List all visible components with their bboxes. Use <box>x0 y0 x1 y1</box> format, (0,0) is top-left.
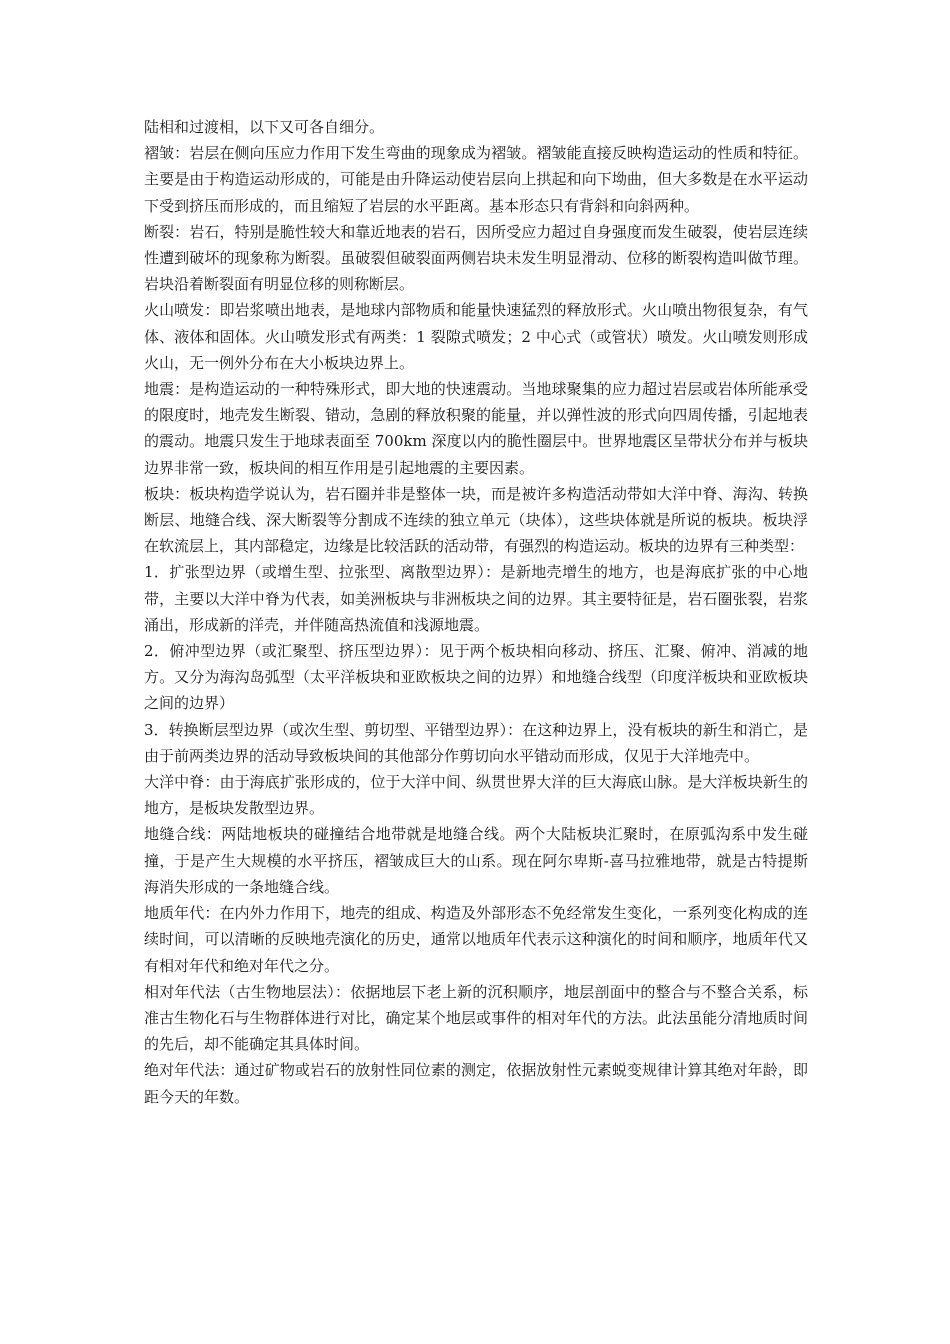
paragraph-volcanic-eruption: 火山喷发：即岩浆喷出地表，是地球内部物质和能量快速猛烈的释放形式。火山喷出物很复杂，有气体、液体和固体。火山喷发形式有两类：1 裂隙式喷发；2 中心式（或管状）喷发。火山喷发则形成火山，无一例外分布在大小板块边界上。 <box>144 301 808 372</box>
paragraph-mid-ocean-ridge: 大洋中脊：由于海底扩张形成的，位于大洋中间、纵贯世界大洋的巨大海底山脉。是大洋板块新生的地方，是板块发散型边界。 <box>144 773 808 818</box>
paragraph-relative-dating: 相对年代法（古生物地层法）：依据地层下老上新的沉积顺序，地层剖面中的整合与不整合关系，标准古生物化石与生物群体进行对比，确定某个地层或事件的相对年代的方法。此法虽能分清地质时间的先后，却不能确定其具体时间。 <box>144 982 808 1054</box>
paragraph-suture-zone: 地缝合线：两陆地板块的碰撞结合地带就是地缝合线。两个大陆板块汇聚时，在原弧沟系中发生碰撞，于是产生大规模的水平挤压，褶皱成巨大的山系。现在阿尔卑斯-喜马拉雅地带，就是古特提斯海消失形成的一条地缝合线。 <box>144 825 808 896</box>
paragraph-convergent-boundary: 2．俯冲型边界（或汇聚型、挤压型边界）：见于两个板块相向移动、挤压、汇聚、俯冲、消减的地方。又分为海沟岛弧型（太平洋板块和亚欧板块之间的边界）和地缝合线型（印度洋板块和亚欧板块之间的边界） <box>144 642 808 713</box>
paragraph-transform-boundary: 3．转换断层型边界（或次生型、剪切型、平错型边界）：在这种边界上，没有板块的新生和消亡，是由于前两类边界的活动导致板块间的其他部分作剪切向水平错动而形成，仅见于大洋地壳中。 <box>144 720 808 765</box>
paragraph-geologic-time: 地质年代：在内外力作用下，地壳的组成、构造及外部形态不免经常发生变化，一系列变化构成的连续时间，可以清晰的反映地壳演化的历史，通常以地质年代表示这种演化的时间和顺序，地质年代又有相对年代和绝对年代之分。 <box>144 904 808 975</box>
document-page <box>144 114 808 1110</box>
paragraph-lithofacies-continuation: 陆相和过渡相，以下又可各自细分。 <box>144 118 385 136</box>
paragraph-plate: 板块：板块构造学说认为，岩石圈并非是整体一块，而是被许多构造活动带如大洋中脊、海沟、转换断层、地缝合线、深大断裂等分割成不连续的独立单元（块体），这些块体就是所说的板块。板块浮在软流层上，其内部稳定，边缘是比较活跃的活动带，有强烈的构造运动。板块的边界有三种类型： <box>144 484 808 556</box>
paragraph-fracture: 断裂：岩石，特别是脆性较大和靠近地表的岩石，因所受应力超过自身强度而发生破裂，使岩层连续性遭到破坏的现象称为断裂。虽破裂但破裂面两侧岩块未发生明显滑动、位移的断裂构造叫做节理。岩块沿着断裂面有明显位移的则称断层。 <box>144 222 808 294</box>
paragraph-earthquake: 地震：是构造运动的一种特殊形式，即大地的快速震动。当地球聚集的应力超过岩层或岩体所能承受的限度时，地壳发生断裂、错动，急剧的释放积聚的能量，并以弹性波的形式向四周传播，引起地表的震动。地震只发生于地球表面至 700km 深度以内的脆性圈层中。世界地震区呈带状分布并与板块边界非常一致，板块间的相互作用是引起地震的主要因素。 <box>144 380 808 477</box>
paragraph-fold: 褶皱：岩层在侧向压应力作用下发生弯曲的现象成为褶皱。褶皱能直接反映构造运动的性质和特征。主要是由于构造运动形成的，可能是由升降运动使岩层向上拱起和向下坳曲，但大多数是在水平运动下受到挤压而形成的，而且缩短了岩层的水平距离。基本形态只有背斜和向斜两种。 <box>144 144 808 215</box>
paragraph-divergent-boundary: 1．扩张型边界（或增生型、拉张型、离散型边界）：是新地壳增生的地方，也是海底扩张的中心地带，主要以大洋中脊为代表，如美洲板块与非洲板块之间的边界。其主要特征是，岩石圈张裂，岩浆涌出，形成新的洋壳，并伴随高热流值和浅源地震。 <box>144 563 808 634</box>
paragraph-absolute-dating: 绝对年代法：通过矿物或岩石的放射性同位素的测定，依据放射性元素蜕变规律计算其绝对年龄，即距今天的年数。 <box>144 1061 808 1106</box>
